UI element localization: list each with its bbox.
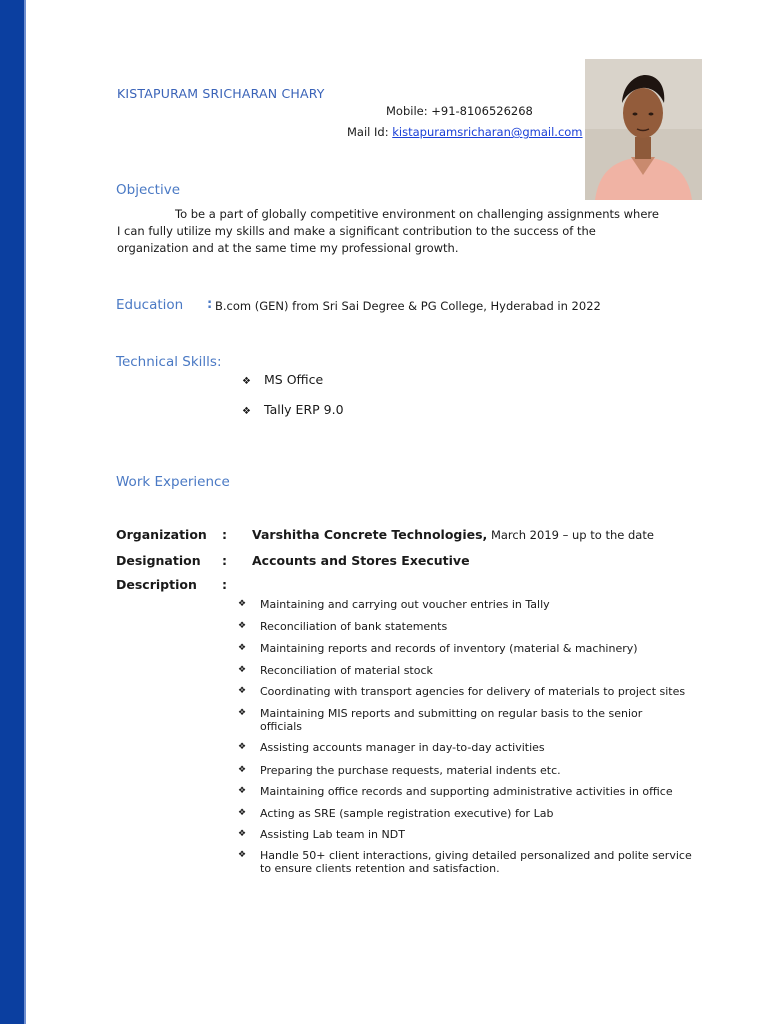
duty-text: Coordinating with transport agencies for delivery of materials to project sites: [260, 685, 686, 698]
candidate-name: KISTAPURAM SRICHARAN CHARY: [117, 86, 325, 101]
mail-link[interactable]: kistapuramsricharan@gmail.com: [392, 125, 583, 139]
profile-photo-image: [585, 59, 702, 200]
bullet-icon: ❖: [238, 665, 247, 675]
description-colon: :: [222, 577, 227, 592]
objective-text: [117, 206, 662, 257]
designation-value: Accounts and Stores Executive: [252, 553, 470, 568]
duty-text: Acting as SRE (sample registration executive) for Lab: [260, 807, 554, 820]
bullet-icon: ❖: [238, 686, 247, 696]
bullet-icon: ❖: [238, 829, 247, 839]
duty-text: Preparing the purchase requests, material indents etc.: [260, 764, 561, 777]
duty-text: Maintaining and carrying out voucher entries in Tally: [260, 598, 550, 611]
bullet-icon: ❖: [242, 406, 251, 417]
skill-item: [242, 402, 344, 417]
bullet-icon: ❖: [238, 808, 247, 818]
list-item: [238, 642, 718, 655]
mail-label: Mail Id:: [347, 125, 393, 139]
list-item: [238, 707, 718, 733]
page-border-line: [24, 0, 26, 1024]
designation-colon: :: [222, 553, 227, 568]
duty-text: Assisting Lab team in NDT: [260, 828, 405, 841]
duty-text: Reconciliation of material stock: [260, 664, 433, 677]
mobile-number: Mobile: +91-8106526268: [386, 104, 533, 118]
duty-text: Handle 50+ client interactions, giving detailed personalized and polite service to ensure clients retention and satisfaction.: [260, 849, 692, 875]
bullet-icon: ❖: [238, 708, 247, 718]
objective-heading: Objective: [116, 182, 181, 198]
education-heading: Education: [116, 297, 184, 313]
list-item: [238, 741, 718, 754]
duties-list: [238, 598, 718, 875]
organization-colon: :: [222, 527, 227, 542]
organization-period: March 2019 – up to the date: [487, 528, 654, 542]
list-item: [238, 764, 718, 777]
organization-name: Varshitha Concrete Technologies,: [252, 527, 488, 542]
designation-label: Designation: [116, 553, 201, 568]
list-item: [238, 685, 718, 698]
list-item: [238, 849, 718, 875]
description-label: Description: [116, 577, 197, 592]
organization-value: [252, 527, 654, 542]
objective-body: To be a part of globally competitive environment on challenging assignments where I can fully utilize my skills and make a significant contribution to the success of the organization and at the same time my professional growth.: [117, 207, 659, 255]
mail-line: [347, 125, 583, 139]
bullet-icon: ❖: [238, 786, 247, 796]
profile-photo: [585, 59, 702, 200]
bullet-icon: ❖: [238, 621, 247, 631]
bullet-icon: ❖: [238, 850, 247, 860]
duty-text: Maintaining office records and supporting administrative activities in office: [260, 785, 673, 798]
work-heading: Work Experience: [116, 474, 230, 490]
bullet-icon: ❖: [238, 599, 247, 609]
list-item: [238, 807, 718, 820]
skills-heading: Technical Skills:: [116, 354, 222, 370]
skill-item: [242, 372, 323, 387]
education-text: B.com (GEN) from Sri Sai Degree & PG College, Hyderabad in 2022: [215, 299, 601, 313]
list-item: [238, 664, 718, 677]
bullet-icon: ❖: [238, 765, 247, 775]
list-item: [238, 785, 718, 798]
bullet-icon: ❖: [242, 376, 251, 387]
list-item: [238, 828, 718, 841]
education-colon: :: [207, 297, 213, 312]
bullet-icon: ❖: [238, 742, 247, 752]
skill-label: Tally ERP 9.0: [264, 402, 344, 417]
list-item: [238, 620, 718, 633]
bullet-icon: ❖: [238, 643, 247, 653]
page-border-bar: [0, 0, 24, 1024]
duty-text: Reconciliation of bank statements: [260, 620, 448, 633]
skill-label: MS Office: [264, 372, 324, 387]
duty-text: Maintaining reports and records of inventory (material & machinery): [260, 642, 638, 655]
duty-text: Maintaining MIS reports and submitting on regular basis to the senior officials: [260, 707, 643, 733]
list-item: [238, 598, 718, 611]
duty-text: Assisting accounts manager in day-to-day activities: [260, 741, 545, 754]
organization-label: Organization: [116, 527, 207, 542]
